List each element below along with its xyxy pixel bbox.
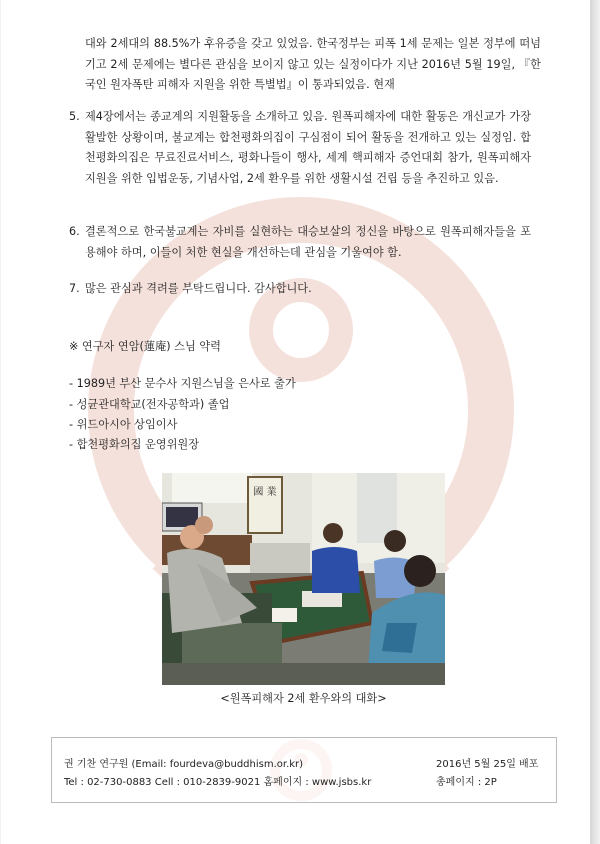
bio-item: - 위드아시아 상임이사 bbox=[69, 418, 178, 431]
footer-box bbox=[51, 737, 557, 803]
bio-title: ※ 연구자 연암(蓮庵) 스님 약력 bbox=[69, 340, 221, 353]
intro-paragraph: 대와 2세대의 88.5%가 후유증을 갖고 있었음. 한국정부는 피폭 1세 문제는 일본 정부에 떠넘기고 2세 문제에는 별다른 관심을 보이지 않고 있는 실정이다가 지난 2016년 5월 19일, 『한국인 원자폭탄 피해자 지원을 위한 특별법』이 통과되었음. 현재 bbox=[85, 37, 541, 91]
bio-item: - 1989년 부산 문수사 지원스님을 은사로 출가 bbox=[69, 377, 296, 390]
document-page bbox=[1, 0, 591, 844]
item-number: 6. bbox=[69, 225, 80, 238]
item-number: 7. bbox=[69, 282, 80, 295]
item-text: 결론적으로 한국불교계는 자비를 실현하는 대승보살의 정신을 바탕으로 원폭피해자들을 포용해야 하며, 이들이 처한 현실을 개선하는데 관심을 기울여야 함. bbox=[85, 225, 531, 259]
item-number: 5. bbox=[69, 110, 80, 123]
bio-item: - 합천평화의집 운영위원장 bbox=[69, 438, 200, 451]
bio-item: - 성균관대학교(전자공학과) 졸업 bbox=[69, 398, 230, 411]
item-text: 많은 관심과 격려를 부탁드립니다. 감사합니다. bbox=[85, 282, 312, 295]
calligraphy-text: 國 業 bbox=[253, 487, 277, 498]
footer-contact: Tel : 02-730-0883 Cell : 010-2839-9021 홈페이지 : www.jsbs.kr bbox=[64, 777, 372, 788]
page-shadow bbox=[590, 0, 600, 844]
footer-pages: 총페이지 : 2P bbox=[436, 777, 497, 788]
meeting-photo bbox=[162, 473, 445, 685]
footer-researcher: 권 기찬 연구원 (Email: fourdeva@buddhism.or.kr) bbox=[64, 759, 304, 770]
item-text: 제4장에서는 종교계의 지원활동을 소개하고 있음. 원폭피해자에 대한 활동은 개신교가 가장 활발한 상황이며, 불교계는 합천평화의집이 구심점이 되어 활동을 전개하고 있는 실정임. 합천평화의집은 무료진료서비스, 평화나들이 행사, 세계 핵피해자 증언대회 참가, 원폭피해자 지원을 위한 입법운동, 기념사업, 2세 환우를 위한 생활시설 건립 등을 추진하고 있음. bbox=[85, 110, 531, 185]
photo-caption: <원폭피해자 2세 환우와의 대화> bbox=[220, 692, 387, 705]
footer-date: 2016년 5월 25일 배포 bbox=[436, 759, 539, 770]
